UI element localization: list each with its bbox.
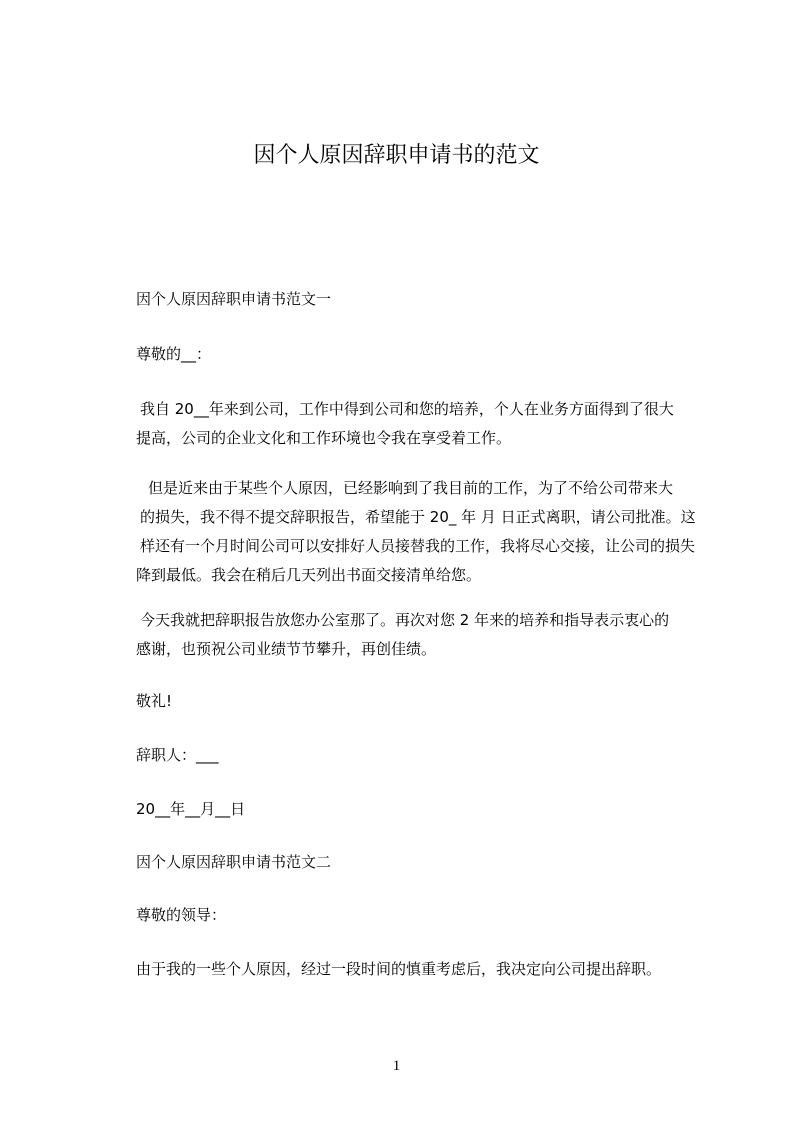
paragraph-one-line: 我自 20__年来到公司，工作中得到公司和您的培养，个人在业务方面得到了很大 [140,400,674,418]
paragraph-two-line: 样还有一个月时间公司可以安排好人员接替我的工作，我将尽心交接，让公司的损失 [140,537,696,555]
paragraph-two [136,474,706,590]
sample-one-heading: 因个人原因辞职申请书范文一 [136,290,332,308]
paragraph-one [136,395,706,453]
paragraph-three-line: 今天我就把辞职报告放您办公室那了。再次对您 2 年来的培养和指导表示衷心的 [140,611,670,629]
closing-line: 敬礼! [136,692,173,710]
paragraph-two-line: 降到最低。我会在稍后几天列出书面交接清单给您。 [136,566,482,584]
paragraph-four: 由于我的一些个人原因，经过一段时间的慎重考虑后，我决定向公司提出辞职。 [136,960,662,978]
paragraph-two-line: 但是近来由于某些个人原因，已经影响到了我目前的工作，为了不给公司带来大 [148,479,674,497]
paragraph-two-line: 的损失，我不得不提交辞职报告，希望能于 20_ 年 月 日正式离职，请公司批准。这 [140,508,696,526]
paragraph-three-line: 感谢，也预祝公司业绩节节攀升，再创佳绩。 [136,640,437,658]
page-number: 1 [392,1058,401,1074]
sample-two-heading: 因个人原因辞职申请书范文二 [136,853,332,871]
document-title: 因个人原因辞职申请书的范文 [253,143,540,168]
salutation-one: 尊敬的__： [136,345,212,363]
salutation-two: 尊敬的领导： [136,906,227,924]
date-line: 20__年__月__日 [136,800,246,818]
signer-line: 辞职人：___ [136,746,219,764]
paragraph-one-line: 提高，公司的企业文化和工作环境也令我在享受着工作。 [136,429,512,447]
paragraph-three [136,606,706,664]
